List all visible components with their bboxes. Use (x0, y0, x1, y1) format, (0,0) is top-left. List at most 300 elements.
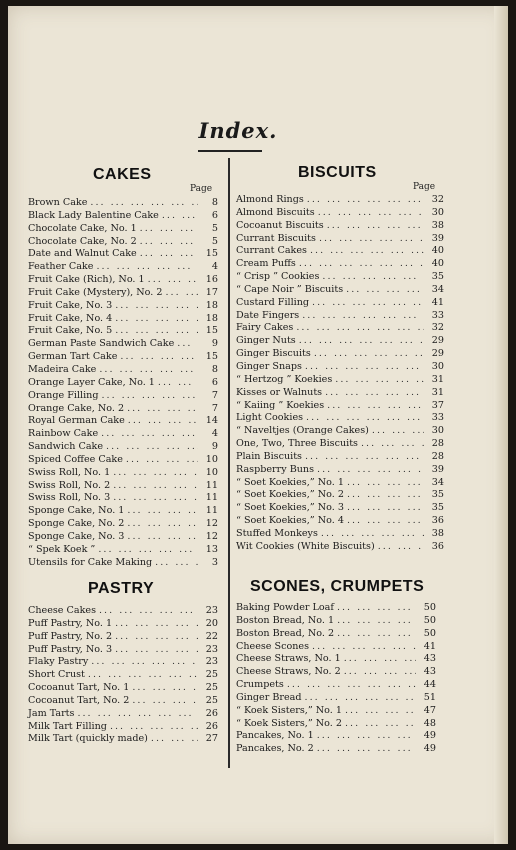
dot-leader (321, 528, 424, 539)
entry-name: Jam Tarts (28, 707, 75, 719)
index-entry (28, 261, 218, 274)
index-entry (28, 531, 218, 544)
dot-leader (127, 518, 198, 529)
biscuits-page-label: Page (413, 182, 436, 192)
entry-name: Fruit Cake, No. 3 (28, 299, 113, 311)
dot-leader (307, 194, 424, 205)
index-entry (236, 233, 444, 246)
entry-page-number: 51 (423, 691, 436, 703)
entry-name: Kisses or Walnuts (236, 386, 323, 398)
dot-leader (101, 390, 198, 401)
dot-leader (310, 245, 424, 256)
entry-name: “ Soet Koekies,” No. 4 (236, 515, 344, 527)
entry-name: “ Hertzog ” Koekies (236, 373, 333, 385)
entry-name: Wit Cookies (White Biscuits) (236, 540, 375, 552)
entry-name: Fruit Cake (Mystery), No. 2 (28, 286, 163, 298)
entry-page-number: 17 (205, 286, 218, 298)
entry-page-number: 3 (211, 556, 218, 568)
entry-page-number: 23 (205, 605, 218, 616)
entry-name: Spiced Coffee Cake (28, 453, 123, 465)
dot-leader (325, 387, 424, 398)
entry-name: Ginger Nuts (236, 335, 296, 347)
book-page (8, 6, 508, 844)
entry-page-number: 30 (431, 425, 444, 437)
entry-name: German Paste Sandwich Cake (28, 338, 175, 350)
dot-leader (110, 721, 198, 732)
entry-name: Chocolate Cake, No. 2 (28, 235, 137, 247)
index-entry (236, 628, 436, 641)
index-entry (28, 733, 218, 746)
entry-page-number: 12 (205, 530, 218, 542)
index-entry (28, 644, 218, 657)
dot-leader (132, 682, 198, 693)
entry-name: Swiss Roll, No. 3 (28, 492, 111, 504)
index-entry (236, 322, 444, 335)
entry-name: “ Koek Sisters,” No. 2 (236, 717, 342, 729)
title-rule (198, 150, 262, 152)
entry-name: “ Naveltjes (Orange Cakes) (236, 425, 369, 437)
entry-page-number: 34 (431, 283, 444, 295)
entry-name: Date Fingers (236, 309, 300, 321)
dot-leader (327, 400, 424, 411)
dot-leader (372, 425, 424, 436)
index-entry (28, 544, 218, 557)
entry-name: Currant Biscuits (236, 232, 316, 244)
dot-leader (140, 248, 198, 259)
entry-page-number: 26 (205, 720, 218, 732)
entry-page-number: 23 (205, 643, 218, 655)
index-entry (28, 518, 218, 531)
index-entry (28, 210, 218, 223)
entry-name: Almond Rings (236, 194, 304, 205)
index-entry (28, 300, 218, 313)
dot-leader (302, 310, 424, 321)
entry-name: Raspberry Buns (236, 463, 315, 475)
index-entry (236, 335, 444, 348)
entry-name: Pancakes, No. 1 (236, 730, 314, 742)
dot-leader (347, 477, 424, 488)
index-entry (236, 194, 444, 207)
index-entry (236, 374, 444, 387)
entry-page-number: 28 (431, 450, 444, 462)
dot-leader (337, 628, 416, 639)
entry-page-number: 15 (205, 351, 218, 363)
dot-leader (132, 695, 198, 706)
entry-page-number: 41 (431, 296, 444, 308)
entry-page-number: 47 (423, 704, 436, 716)
index-entry (236, 602, 436, 615)
page-edge (494, 6, 508, 844)
dot-leader (322, 271, 424, 282)
dot-leader (305, 361, 424, 372)
entry-name: Sandwich Cake (28, 441, 104, 453)
index-entry (236, 425, 444, 438)
dot-leader (162, 210, 198, 221)
dot-leader (299, 335, 424, 346)
dot-leader (296, 322, 424, 333)
index-entry (28, 492, 218, 505)
entry-name: Cocoanut Biscuits (236, 219, 324, 231)
dot-leader (158, 377, 198, 388)
entry-name: Cocoanut Tart, No. 2 (28, 694, 130, 706)
dot-leader (299, 258, 424, 269)
entry-page-number: 31 (431, 373, 444, 385)
entry-name: Baking Powder Loaf (236, 602, 334, 613)
dot-leader (106, 441, 198, 452)
pastry-heading: PASTRY (88, 580, 155, 597)
dot-leader (317, 730, 416, 741)
entry-page-number: 7 (211, 402, 218, 414)
dot-leader (345, 705, 416, 716)
index-entry (236, 438, 444, 451)
scones-heading: SCONES, CRUMPETS (250, 578, 425, 595)
dot-leader (115, 313, 198, 324)
entry-page-number: 6 (211, 376, 218, 388)
entry-name: Rainbow Cake (28, 428, 99, 440)
pastry-list (28, 605, 218, 746)
index-entry (236, 271, 444, 284)
dot-leader (337, 615, 416, 626)
entry-page-number: 48 (423, 717, 436, 729)
entry-page-number: 39 (431, 232, 444, 244)
entry-name: Utensils for Cake Making (28, 556, 153, 568)
entry-name: Cheese Cakes (28, 605, 96, 616)
dot-leader (113, 480, 198, 491)
entry-name: Brown Cake (28, 197, 88, 208)
entry-page-number: 39 (431, 463, 444, 475)
entry-name: Sponge Cake, No. 2 (28, 518, 125, 530)
entry-page-number: 35 (431, 271, 444, 283)
entry-page-number: 28 (431, 438, 444, 450)
entry-page-number: 30 (431, 206, 444, 218)
entry-page-number: 40 (431, 245, 444, 257)
entry-page-number: 43 (423, 653, 436, 665)
dot-leader (305, 692, 416, 703)
dot-leader (113, 492, 198, 503)
index-entry (28, 631, 218, 644)
dot-leader (128, 415, 198, 426)
index-entry (236, 502, 444, 515)
entry-name: Madeira Cake (28, 363, 97, 375)
dot-leader (113, 467, 198, 478)
dot-leader (345, 718, 416, 729)
dot-leader (312, 297, 424, 308)
dot-leader (335, 374, 424, 385)
entry-page-number: 35 (431, 502, 444, 514)
index-entry (28, 428, 218, 441)
entry-name: Fruit Cake (Rich), No. 1 (28, 274, 145, 286)
index-entry (28, 287, 218, 300)
entry-page-number: 20 (205, 617, 218, 629)
index-entry (236, 541, 444, 554)
entry-page-number: 36 (431, 540, 444, 552)
entry-page-number: 13 (205, 543, 218, 555)
dot-leader (115, 644, 198, 655)
entry-name: Sponge Cake, No. 1 (28, 505, 125, 517)
entry-page-number: 25 (205, 682, 218, 694)
entry-name: Cheese Scones (236, 640, 310, 652)
entry-name: “ Crisp ” Cookies (236, 271, 320, 283)
index-entry (236, 515, 444, 528)
index-entry (28, 338, 218, 351)
index-entry (236, 400, 444, 413)
entry-name: Puff Pastry, No. 1 (28, 617, 113, 629)
dot-leader (287, 679, 416, 690)
entry-page-number: 22 (205, 630, 218, 642)
entry-name: One, Two, Three Biscuits (236, 438, 358, 450)
entry-name: Cheese Straws, No. 2 (236, 666, 341, 678)
dot-leader (317, 464, 424, 475)
entry-name: Ginger Biscuits (236, 348, 311, 360)
entry-name: Pancakes, No. 2 (236, 743, 314, 755)
entry-name: Sponge Cake, No. 3 (28, 530, 125, 542)
entry-name: Fairy Cakes (236, 322, 294, 334)
entry-page-number: 32 (431, 194, 444, 205)
column-divider (228, 158, 230, 768)
entry-name: “ Soet Koekies,” No. 3 (236, 502, 344, 514)
entry-name: Flaky Pastry (28, 656, 89, 668)
index-entry (28, 682, 218, 695)
index-entry (236, 207, 444, 220)
dot-leader (347, 489, 424, 500)
index-entry (236, 679, 436, 692)
entry-page-number: 50 (423, 614, 436, 626)
entry-page-number: 8 (211, 197, 218, 208)
entry-name: Swiss Roll, No. 1 (28, 466, 111, 478)
entry-name: Royal German Cake (28, 415, 125, 427)
entry-page-number: 33 (431, 412, 444, 424)
entry-name: Short Crust (28, 669, 85, 681)
entry-page-number: 49 (423, 743, 436, 755)
dot-leader (140, 223, 198, 234)
entry-page-number: 35 (431, 489, 444, 501)
index-entry (236, 451, 444, 464)
entry-name: Cream Puffs (236, 258, 296, 270)
index-entry (236, 705, 436, 718)
entry-page-number: 27 (205, 733, 218, 745)
entry-name: Stuffed Monkeys (236, 527, 318, 539)
entry-name: German Tart Cake (28, 351, 118, 363)
entry-page-number: 26 (205, 707, 218, 719)
biscuits-list (236, 194, 444, 554)
index-entry (28, 708, 218, 721)
entry-page-number: 29 (431, 348, 444, 360)
dot-leader (127, 403, 198, 414)
dot-leader (166, 287, 199, 298)
index-entry (236, 245, 444, 258)
entry-name: Boston Bread, No. 1 (236, 614, 335, 626)
entry-page-number: 15 (205, 325, 218, 337)
entry-page-number: 23 (205, 656, 218, 668)
entry-name: Cocoanut Tart, No. 1 (28, 682, 130, 694)
entry-page-number: 9 (211, 441, 218, 453)
index-entry (236, 387, 444, 400)
dot-leader (306, 412, 424, 423)
dot-leader (127, 505, 198, 516)
dot-leader (361, 438, 424, 449)
index-entry (236, 743, 436, 756)
dot-leader (98, 544, 198, 555)
entry-name: “ Soet Koekies,” No. 1 (236, 476, 344, 488)
entry-name: Milk Tart Filling (28, 720, 107, 732)
entry-name: Ginger Snaps (236, 360, 302, 372)
entry-name: Swiss Roll, No. 2 (28, 479, 111, 491)
entry-page-number: 4 (211, 261, 218, 273)
entry-page-number: 7 (211, 389, 218, 401)
entry-name: Orange Layer Cake, No. 1 (28, 376, 155, 388)
entry-name: Orange Filling (28, 389, 99, 401)
index-entry (236, 348, 444, 361)
dot-leader (317, 743, 416, 754)
entry-page-number: 38 (431, 527, 444, 539)
index-entry (236, 464, 444, 477)
entry-name: Fruit Cake, No. 4 (28, 312, 113, 324)
entry-page-number: 5 (211, 222, 218, 234)
entry-page-number: 9 (211, 338, 218, 350)
entry-page-number: 34 (431, 476, 444, 488)
entry-page-number: 18 (205, 312, 218, 324)
dot-leader (115, 325, 198, 336)
entry-page-number: 29 (431, 335, 444, 347)
entry-name: Orange Cake, No. 2 (28, 402, 125, 414)
entry-name: Ginger Bread (236, 691, 302, 703)
index-entry (236, 361, 444, 374)
dot-leader (148, 274, 198, 285)
index-entry (236, 528, 444, 541)
page-title: Index. (198, 118, 278, 143)
entry-page-number: 5 (211, 235, 218, 247)
entry-page-number: 31 (431, 386, 444, 398)
index-entry (28, 618, 218, 631)
entry-page-number: 25 (205, 694, 218, 706)
dot-leader (90, 197, 198, 208)
dot-leader (88, 669, 198, 680)
cakes-heading: CAKES (93, 166, 152, 183)
index-entry (236, 284, 444, 297)
dot-leader (347, 502, 424, 513)
dot-leader (77, 708, 198, 719)
cakes-list (28, 197, 218, 569)
dot-leader (120, 351, 198, 362)
entry-name: Almond Biscuits (236, 206, 315, 218)
entry-name: “ Kaiing ” Koekies (236, 399, 325, 411)
entry-name: Currant Cakes (236, 245, 307, 257)
entry-page-number: 50 (423, 602, 436, 613)
dot-leader (101, 428, 198, 439)
dot-leader (305, 451, 424, 462)
entry-page-number: 11 (205, 505, 218, 517)
dot-leader (99, 605, 198, 616)
index-entry (28, 403, 218, 416)
dot-leader (378, 541, 424, 552)
index-entry (28, 467, 218, 480)
dot-leader (312, 641, 416, 652)
dot-leader (127, 531, 198, 542)
cakes-page-label: Page (190, 184, 213, 194)
dot-leader (327, 220, 424, 231)
index-entry (28, 695, 218, 708)
entry-page-number: 49 (423, 730, 436, 742)
dot-leader (314, 348, 424, 359)
index-entry (236, 718, 436, 731)
entry-name: Puff Pastry, No. 2 (28, 630, 113, 642)
entry-page-number: 12 (205, 518, 218, 530)
dot-leader (91, 656, 198, 667)
index-entry (28, 313, 218, 326)
entry-page-number: 11 (205, 479, 218, 491)
entry-page-number: 11 (205, 492, 218, 504)
entry-name: Milk Tart (quickly made) (28, 733, 148, 745)
dot-leader (96, 261, 198, 272)
dot-leader (155, 557, 198, 568)
entry-page-number: 15 (205, 248, 218, 260)
index-entry (236, 692, 436, 705)
dot-leader (151, 733, 198, 744)
index-entry (28, 274, 218, 287)
index-entry (236, 477, 444, 490)
entry-page-number: 50 (423, 627, 436, 639)
entry-page-number: 18 (205, 299, 218, 311)
entry-page-number: 44 (423, 679, 436, 691)
entry-page-number: 8 (211, 363, 218, 375)
index-entry (28, 390, 218, 403)
entry-name: “ Cape Noir ” Biscuits (236, 283, 344, 295)
index-entry (28, 480, 218, 493)
entry-page-number: 10 (205, 453, 218, 465)
dot-leader (115, 300, 198, 311)
index-entry (28, 669, 218, 682)
dot-leader (126, 454, 198, 465)
index-entry (28, 248, 218, 261)
entry-page-number: 4 (211, 428, 218, 440)
entry-page-number: 33 (431, 309, 444, 321)
dot-leader (319, 233, 424, 244)
index-entry (28, 325, 218, 338)
index-entry (236, 666, 436, 679)
entry-name: Chocolate Cake, No. 1 (28, 222, 137, 234)
index-entry (28, 364, 218, 377)
entry-name: Puff Pastry, No. 3 (28, 643, 113, 655)
index-entry (236, 615, 436, 628)
entry-page-number: 32 (431, 322, 444, 334)
index-entry (28, 557, 218, 570)
entry-page-number: 36 (431, 515, 444, 527)
dot-leader (99, 364, 198, 375)
index-entry (28, 605, 218, 618)
entry-page-number: 43 (423, 666, 436, 678)
index-entry (236, 297, 444, 310)
dot-leader (177, 338, 198, 349)
entry-name: “ Koek Sisters,” No. 1 (236, 704, 342, 716)
index-entry (236, 412, 444, 425)
entry-page-number: 40 (431, 258, 444, 270)
entry-name: Crumpets (236, 679, 284, 691)
index-entry (236, 641, 436, 654)
scones-list (236, 602, 436, 756)
entry-name: Cheese Straws, No. 1 (236, 653, 341, 665)
index-entry (28, 377, 218, 390)
index-entry (236, 653, 436, 666)
index-entry (28, 454, 218, 467)
entry-page-number: 30 (431, 360, 444, 372)
index-entry (236, 258, 444, 271)
index-entry (28, 415, 218, 428)
index-entry (236, 220, 444, 233)
biscuits-heading: BISCUITS (298, 164, 377, 181)
entry-name: Plain Biscuits (236, 450, 302, 462)
index-entry (28, 351, 218, 364)
dot-leader (140, 236, 198, 247)
